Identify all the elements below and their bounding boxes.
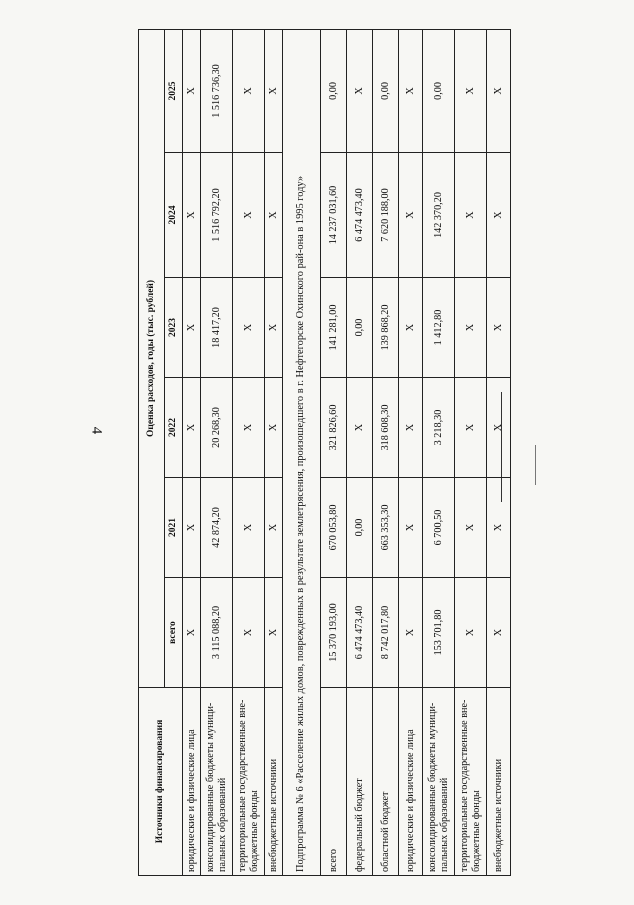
table-row <box>201 29 233 875</box>
row-value: Х <box>455 378 487 478</box>
row-value: Х <box>183 278 201 378</box>
row-value: 0,00 <box>347 278 373 378</box>
table-row <box>183 29 201 875</box>
header-estimate: Оценка расходов, годы (тыс. рублей) <box>139 29 165 687</box>
row-value: 3 218,30 <box>423 378 455 478</box>
table-row <box>455 29 487 875</box>
row-value: 15 370 193,00 <box>321 578 347 688</box>
row-value: 1 516 792,20 <box>201 153 233 278</box>
row-value: 3 115 088,20 <box>201 578 233 688</box>
row-value: Х <box>233 378 265 478</box>
table-row <box>373 29 399 875</box>
row-label: всего <box>321 688 347 876</box>
budget-table <box>138 29 511 876</box>
header-year: 2021 <box>165 478 183 578</box>
row-label: внебюджетные источники <box>265 688 283 876</box>
row-value: Х <box>399 278 423 378</box>
header-year: всего <box>165 578 183 688</box>
row-value: 6 700,50 <box>423 478 455 578</box>
row-value: Х <box>233 578 265 688</box>
row-value: Х <box>183 29 201 152</box>
row-value: 20 268,30 <box>201 378 233 478</box>
row-value: 142 370,20 <box>423 153 455 278</box>
row-value: 14 237 031,60 <box>321 153 347 278</box>
row-value: Х <box>347 29 373 152</box>
table-row <box>347 29 373 875</box>
row-value: 7 620 188,00 <box>373 153 399 278</box>
row-value: Х <box>455 29 487 152</box>
row-value: Х <box>265 478 283 578</box>
row-value: 0,00 <box>423 29 455 152</box>
row-value: Х <box>487 278 511 378</box>
header-year: 2024 <box>165 153 183 278</box>
row-value: 42 874,20 <box>201 478 233 578</box>
row-label: консолидированные бюджеты муници-пальных образований <box>201 688 233 876</box>
row-value: Х <box>233 278 265 378</box>
rotated-table-wrapper <box>138 30 504 876</box>
row-value: 318 608,30 <box>373 378 399 478</box>
subprogram-row <box>283 29 321 875</box>
row-label: федеральный бюджет <box>347 688 373 876</box>
row-value: Х <box>455 478 487 578</box>
row-value: 321 826,60 <box>321 378 347 478</box>
row-value: Х <box>183 478 201 578</box>
table-row <box>399 29 423 875</box>
row-value: Х <box>455 153 487 278</box>
row-value: Х <box>399 153 423 278</box>
row-value: Х <box>265 278 283 378</box>
row-value: 139 868,20 <box>373 278 399 378</box>
row-label: территориальные государственные вне-бюджетные фонды <box>233 688 265 876</box>
row-value: Х <box>183 153 201 278</box>
row-value: Х <box>233 29 265 152</box>
row-value: Х <box>487 29 511 152</box>
row-value: Х <box>399 478 423 578</box>
row-value: 1 516 736,30 <box>201 29 233 152</box>
row-value: Х <box>487 578 511 688</box>
page-number: 4 <box>88 426 105 435</box>
row-value: 141 281,00 <box>321 278 347 378</box>
row-value: Х <box>233 478 265 578</box>
row-value: Х <box>455 578 487 688</box>
row-label: консолидированные бюджеты муници-пальных образований <box>423 688 455 876</box>
row-value: Х <box>399 378 423 478</box>
row-value: 6 474 473,40 <box>347 153 373 278</box>
row-label: внебюджетные источники <box>487 688 511 876</box>
table-row <box>487 29 511 875</box>
row-value: Х <box>233 153 265 278</box>
row-label: областной бюджет <box>373 688 399 876</box>
row-value: 1 412,80 <box>423 278 455 378</box>
row-value: Х <box>399 29 423 152</box>
table-row <box>233 29 265 875</box>
row-value: Х <box>487 378 511 478</box>
header-year: 2025 <box>165 29 183 152</box>
table-row <box>423 29 455 875</box>
row-value: 153 701,80 <box>423 578 455 688</box>
row-value: Х <box>455 278 487 378</box>
header-year: 2022 <box>165 378 183 478</box>
row-value: 8 742 017,80 <box>373 578 399 688</box>
row-value: 6 474 473,40 <box>347 578 373 688</box>
row-value: Х <box>399 578 423 688</box>
row-value: Х <box>183 578 201 688</box>
row-value: Х <box>183 378 201 478</box>
row-label: территориальные государственные вне-бюджетные фонды <box>455 688 487 876</box>
row-value: 0,00 <box>347 478 373 578</box>
row-value: Х <box>487 478 511 578</box>
row-value: 663 353,30 <box>373 478 399 578</box>
row-value: 18 417,20 <box>201 278 233 378</box>
margin-line <box>535 445 536 485</box>
table-row <box>321 29 347 875</box>
row-value: Х <box>265 378 283 478</box>
row-value: 0,00 <box>321 29 347 152</box>
row-value: Х <box>265 29 283 152</box>
row-value: 670 053,80 <box>321 478 347 578</box>
row-label: юридические и физические лица <box>183 688 201 876</box>
header-sources: Источники финансирования <box>139 688 183 876</box>
row-value: Х <box>487 153 511 278</box>
header-year: 2023 <box>165 278 183 378</box>
row-label: юридические и физические лица <box>399 688 423 876</box>
row-value: Х <box>347 378 373 478</box>
row-value: 0,00 <box>373 29 399 152</box>
subprogram-title: Подпрограмма № 6 «Расселение жилых домов, поврежденных в результате землетрясения, произошедшего в г. Нефтегорске Охинского рай-она в 1995 году» <box>283 29 321 875</box>
table-row <box>265 29 283 875</box>
row-value: Х <box>265 153 283 278</box>
row-value: Х <box>265 578 283 688</box>
